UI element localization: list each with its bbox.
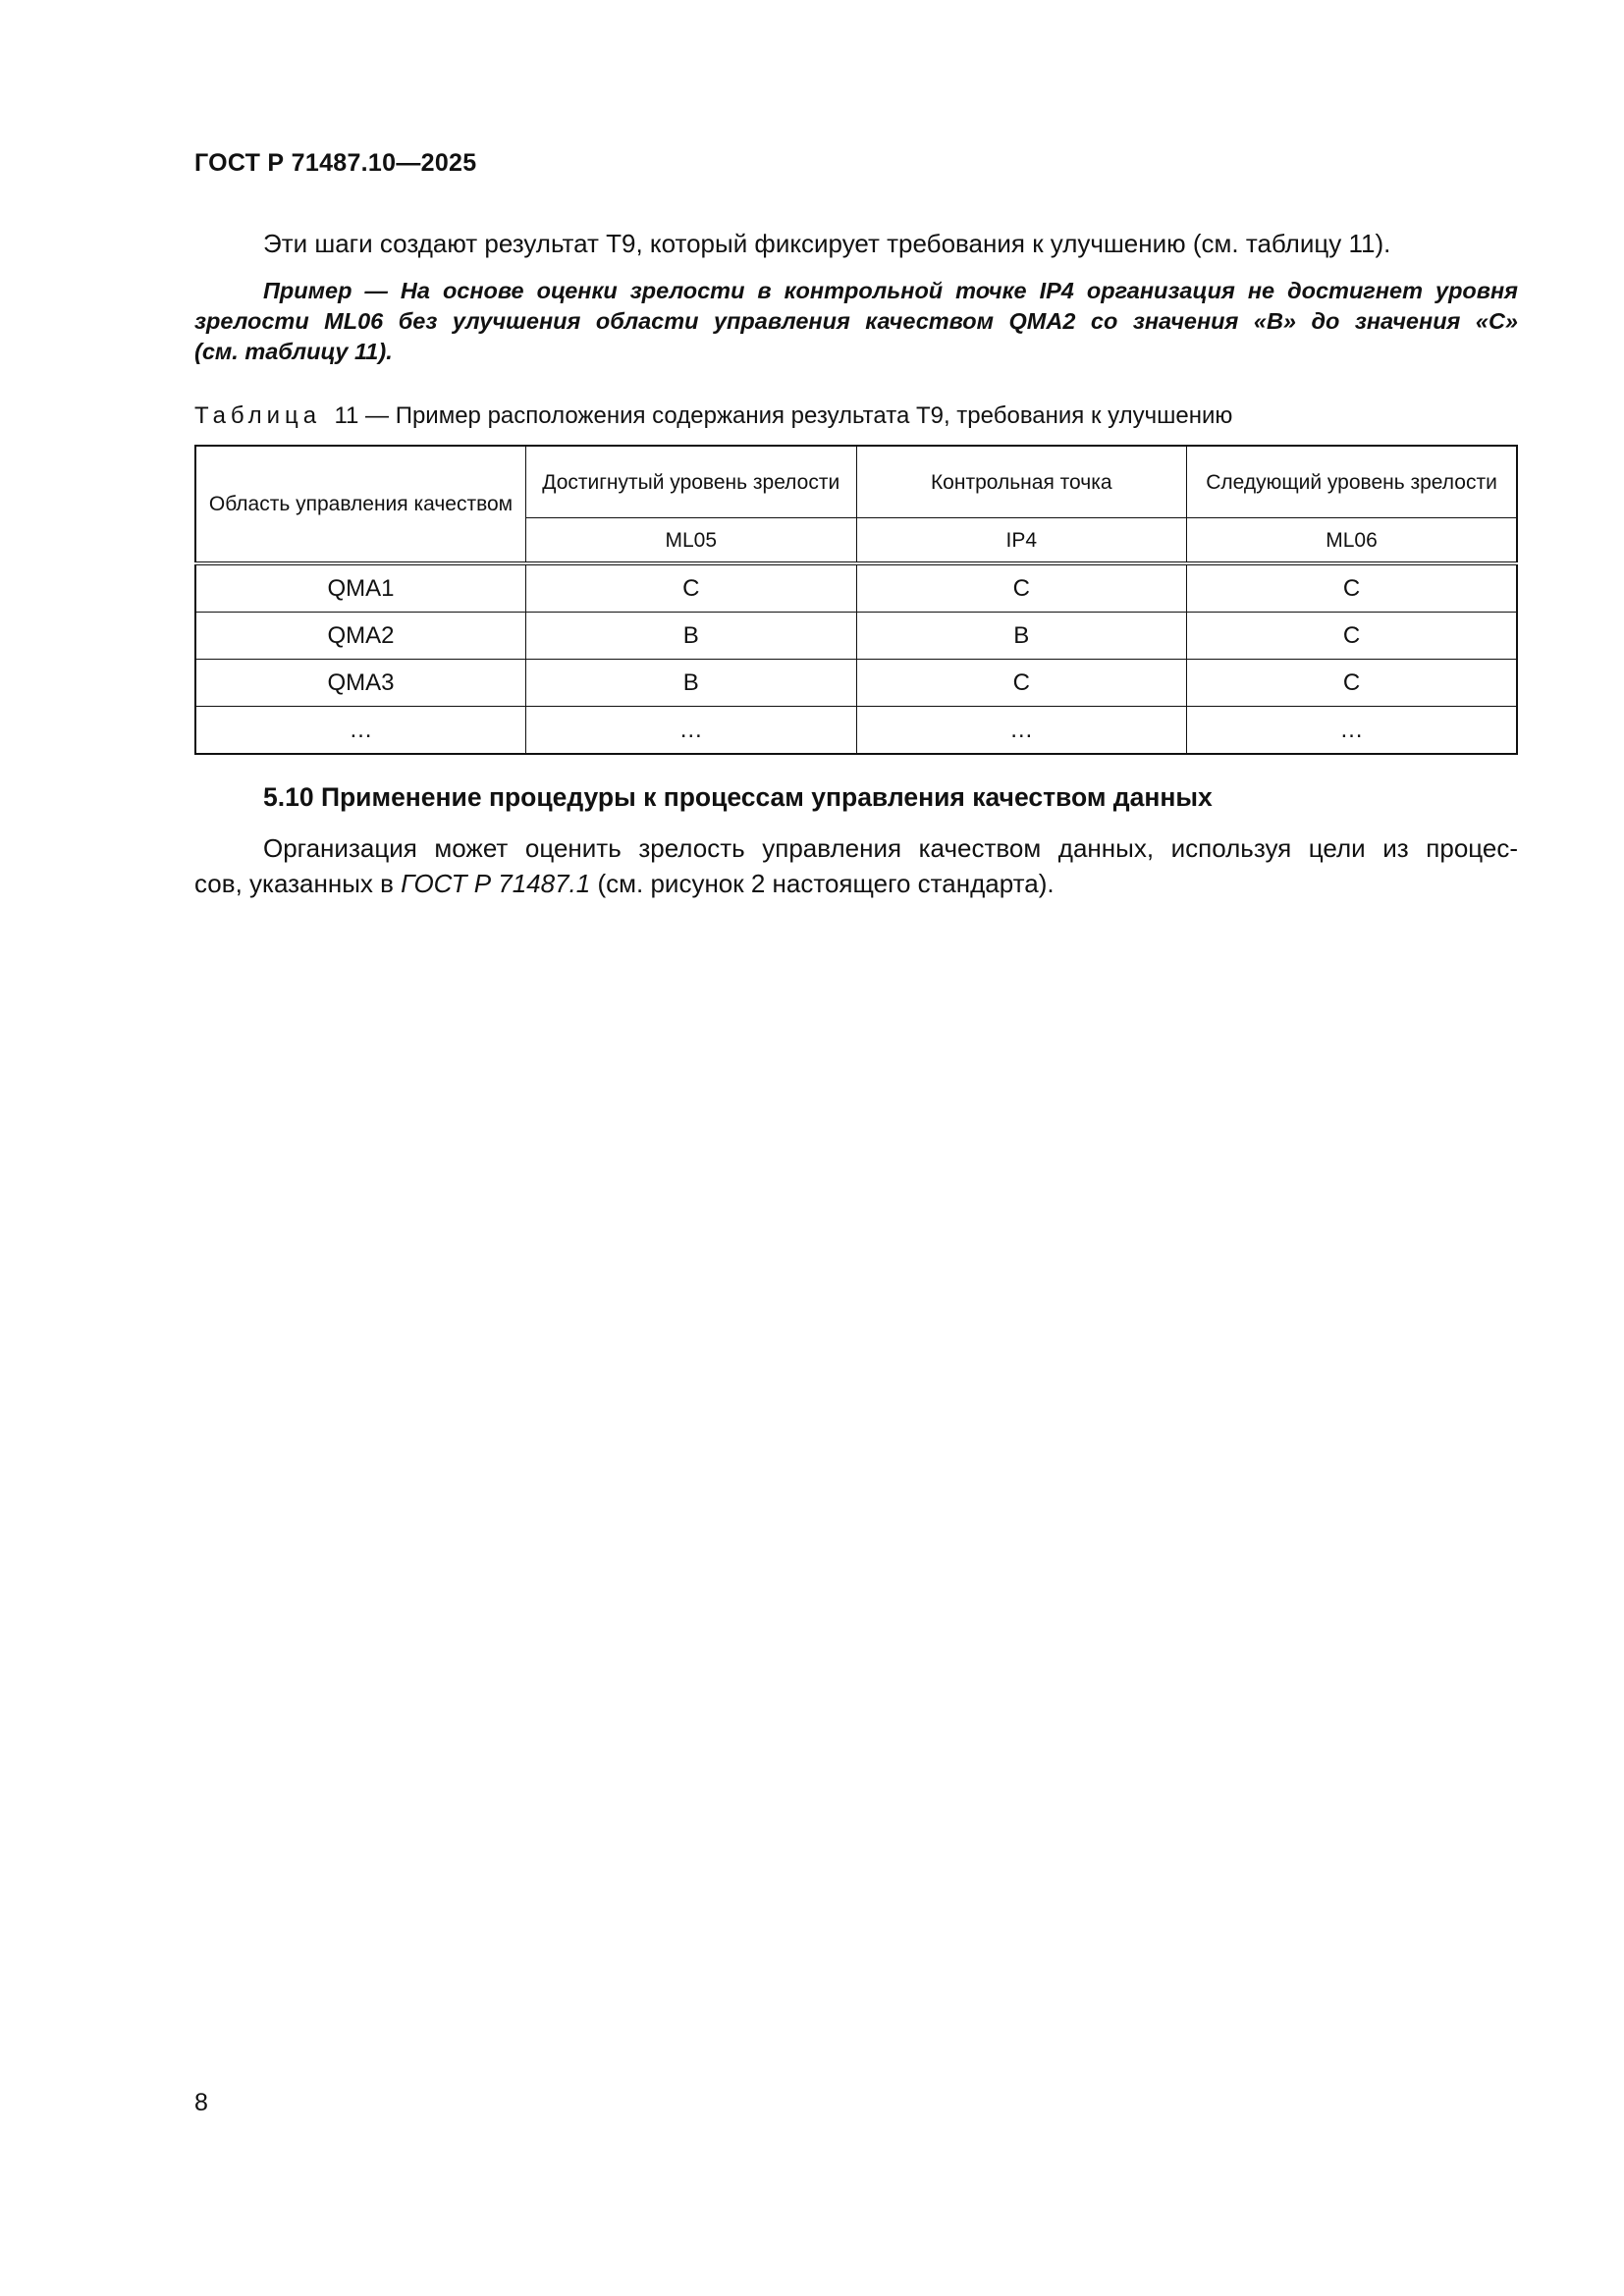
- cell-area: QMA1: [195, 563, 526, 613]
- table-caption: [194, 402, 1232, 430]
- subheader-next: ML06: [1187, 518, 1518, 564]
- cell-checkpoint: B: [856, 613, 1187, 660]
- table-row: [195, 660, 1517, 707]
- table-caption-label: Таблица: [194, 402, 322, 429]
- section-heading: 5.10 Применение процедуры к процессам управления качеством данных: [263, 782, 1213, 812]
- cell-achieved: …: [526, 707, 857, 755]
- cell-next: C: [1187, 613, 1518, 660]
- cell-area: QMA2: [195, 613, 526, 660]
- cell-checkpoint: C: [856, 563, 1187, 613]
- header-achieved: Достигнутый уровень зрелости: [526, 446, 857, 518]
- page-number: 8: [194, 2089, 208, 2116]
- header-area: Область управления качеством: [195, 446, 526, 563]
- example-line-2: зрелости ML06 без улучшения области управления качеством QMA2 со значения «B» до значения «C»: [194, 308, 1518, 334]
- subheader-checkpoint: IP4: [856, 518, 1187, 564]
- cell-achieved: B: [526, 660, 857, 707]
- cell-area: …: [195, 707, 526, 755]
- header-next: Следующий уровень зрелости: [1187, 446, 1518, 518]
- section-paragraph-line-1: Организация может оценить зрелость управления качеством данных, используя цели из процес-: [263, 833, 1518, 863]
- standard-reference-link: ГОСТ Р 71487.1: [401, 869, 591, 898]
- improvement-requirements-table: [194, 445, 1518, 755]
- section-paragraph-line-2: [194, 866, 1518, 901]
- section-paragraph-text-end: (см. рисунок 2 настоящего стандарта).: [590, 869, 1055, 898]
- example-line-3: (см. таблицу 11).: [194, 339, 393, 364]
- cell-checkpoint: …: [856, 707, 1187, 755]
- table-caption-text: 11 — Пример расположения содержания результата Т9, требования к улучшению: [334, 402, 1233, 429]
- table-row: [195, 707, 1517, 755]
- header-checkpoint: Контрольная точка: [856, 446, 1187, 518]
- section-paragraph: [194, 830, 1518, 901]
- document-header: ГОСТ Р 71487.10—2025: [194, 149, 477, 177]
- section-paragraph-text-start: сов, указанных в: [194, 869, 402, 898]
- subheader-achieved: ML05: [526, 518, 857, 564]
- cell-checkpoint: C: [856, 660, 1187, 707]
- cell-next: C: [1187, 660, 1518, 707]
- cell-next: …: [1187, 707, 1518, 755]
- cell-achieved: B: [526, 613, 857, 660]
- intro-paragraph: Эти шаги создают результат Т9, который фиксирует требования к улучшению (см. таблицу 11).: [263, 229, 1391, 258]
- cell-next: C: [1187, 563, 1518, 613]
- example-line-1: Пример — На основе оценки зрелости в контрольной точке IP4 организация не достигнет уровня: [263, 278, 1518, 303]
- example-note: [194, 276, 1518, 367]
- table-row: [195, 613, 1517, 660]
- table-row: [195, 563, 1517, 613]
- cell-achieved: C: [526, 563, 857, 613]
- cell-area: QMA3: [195, 660, 526, 707]
